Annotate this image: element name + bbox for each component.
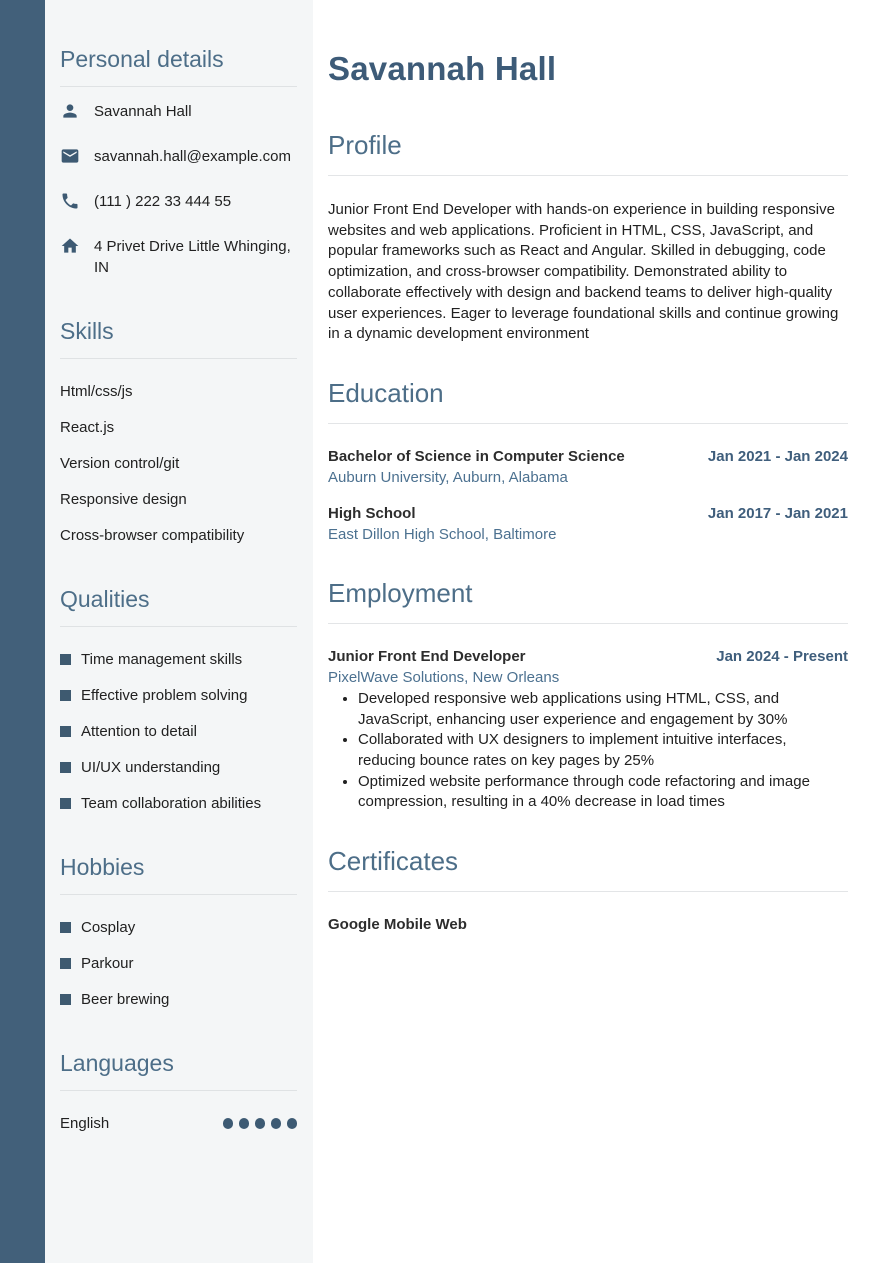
phone-icon	[60, 191, 80, 211]
hobbies-heading: Hobbies	[60, 854, 297, 895]
section-qualities	[60, 586, 297, 814]
skill-item: Responsive design	[60, 491, 187, 508]
profile-heading: Profile	[328, 130, 848, 176]
hobby-item-label: Beer brewing	[81, 991, 170, 1008]
contact-address-text: 4 Privet Drive Little Whinging, IN	[94, 238, 291, 276]
qualities-list	[60, 649, 297, 814]
skills-heading: Skills	[60, 318, 297, 359]
quality-item-label: Time management skills	[81, 651, 243, 668]
contact-name-text: Savannah Hall	[94, 103, 192, 120]
section-profile	[328, 130, 848, 345]
job-achievement: • Developed responsive web applications using HTML, CSS, and JavaScript, enhancing user experience and engagement by 30%	[358, 689, 848, 730]
hobby-item-label: Cosplay	[81, 919, 136, 936]
profile-text: Junior Front End Developer with hands-on experience in building responsive websites and web applications. Proficient in HTML, CSS, JavaScript, and popular frameworks such as React and Angular. Skilled in debugging, code optimization, and cross-browser compatibility. Demonstrated ability to collaborate effectively with design and backend teams to deliver high-quality user experiences. Eager to leverage foundational skills and continue growing in a dynamic development environment	[328, 201, 839, 343]
education-dates: Jan 2021 - Jan 2024	[707, 447, 848, 465]
skill-item: Cross-browser compatibility	[60, 527, 245, 544]
square-bullet-icon	[60, 958, 71, 969]
education-entries	[328, 447, 848, 545]
contact-email-text: savannah.hall@example.com	[94, 148, 291, 165]
qualities-heading: Qualities	[60, 586, 297, 627]
employment-entries	[328, 647, 848, 813]
language-row	[60, 1115, 297, 1132]
section-personal-details	[60, 46, 297, 278]
contact-list	[60, 101, 297, 278]
employment-entry-header	[328, 647, 848, 688]
job-achievements-list	[328, 689, 848, 813]
education-heading: Education	[328, 378, 848, 424]
level-dot-icon	[271, 1118, 282, 1129]
quality-item-label: Effective problem solving	[81, 687, 248, 704]
square-bullet-icon	[60, 654, 71, 665]
institution-name: East Dillon High School, Baltimore	[328, 525, 557, 543]
square-bullet-icon	[60, 922, 71, 933]
main-content	[313, 0, 893, 1263]
level-dot-icon	[239, 1118, 250, 1129]
company-name: PixelWave Solutions, New Orleans	[328, 668, 560, 686]
job-achievement: • Optimized website performance through code refactoring and image compression, resulting in a 40% decrease in load times	[358, 772, 848, 813]
education-entry-main	[328, 504, 556, 545]
level-dot-icon	[223, 1118, 234, 1129]
education-dates: Jan 2017 - Jan 2021	[707, 504, 848, 522]
skill-item: Version control/git	[60, 455, 180, 472]
hobby-item	[60, 917, 297, 938]
degree-title: Bachelor of Science in Computer Science	[328, 447, 625, 465]
employment-dates: Jan 2024 - Present	[716, 647, 848, 665]
level-dot-icon	[287, 1118, 298, 1129]
quality-item	[60, 757, 297, 778]
quality-item	[60, 649, 297, 670]
section-education	[328, 378, 848, 545]
certificate-title: Google Mobile Web	[328, 916, 467, 934]
education-entry	[328, 504, 848, 545]
quality-item	[60, 685, 297, 706]
contact-phone-text: (111 ) 222 33 444 55	[94, 193, 232, 210]
sidebar	[45, 0, 313, 1263]
section-languages	[60, 1050, 297, 1132]
home-icon	[60, 236, 80, 256]
job-title: Junior Front End Developer	[328, 647, 526, 665]
skill-item: Html/css/js	[60, 383, 133, 400]
person-icon	[60, 101, 80, 121]
accent-strip	[0, 0, 45, 1263]
quality-item-label: UI/UX understanding	[81, 759, 221, 776]
resume-name-title: Savannah Hall	[328, 50, 557, 87]
section-certificates	[328, 846, 848, 933]
education-entry	[328, 447, 848, 488]
quality-item	[60, 721, 297, 742]
hobby-item	[60, 989, 297, 1010]
hobby-item-label: Parkour	[81, 955, 134, 972]
contact-item-name	[60, 101, 297, 122]
institution-name: Auburn University, Auburn, Alabama	[328, 468, 568, 486]
hobbies-list	[60, 917, 297, 1010]
personal-details-heading: Personal details	[60, 46, 297, 87]
skills-list	[60, 381, 297, 546]
contact-item-address	[60, 236, 297, 278]
quality-item-label: Attention to detail	[81, 723, 197, 740]
contact-item-phone	[60, 191, 297, 212]
employment-heading: Employment	[328, 578, 848, 624]
square-bullet-icon	[60, 690, 71, 701]
email-icon	[60, 146, 80, 166]
square-bullet-icon	[60, 726, 71, 737]
job-achievement: • Collaborated with UX designers to implement intuitive interfaces, reducing bounce rates on key pages by 25%	[358, 730, 848, 771]
contact-item-email	[60, 146, 297, 167]
square-bullet-icon	[60, 994, 71, 1005]
section-employment	[328, 578, 848, 813]
degree-title: High School	[328, 504, 416, 522]
square-bullet-icon	[60, 762, 71, 773]
quality-item-label: Team collaboration abilities	[81, 795, 262, 812]
language-name: English	[60, 1115, 110, 1132]
skill-item: React.js	[60, 419, 115, 436]
certificates-heading: Certificates	[328, 846, 848, 892]
language-level-dots	[223, 1118, 298, 1129]
hobby-item	[60, 953, 297, 974]
quality-item	[60, 793, 297, 814]
section-hobbies	[60, 854, 297, 1010]
languages-heading: Languages	[60, 1050, 297, 1091]
employment-entry-main	[328, 647, 559, 688]
section-skills	[60, 318, 297, 546]
square-bullet-icon	[60, 798, 71, 809]
education-entry-main	[328, 447, 625, 488]
level-dot-icon	[255, 1118, 266, 1129]
